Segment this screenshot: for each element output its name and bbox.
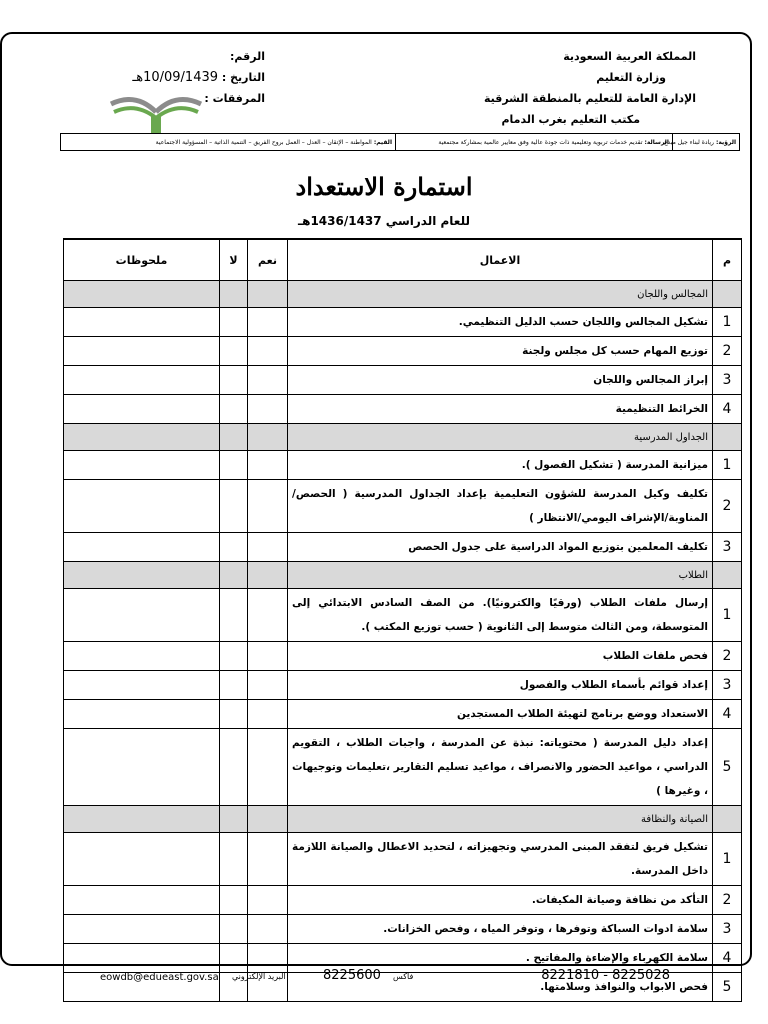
yes-cell[interactable] (248, 395, 288, 424)
row-task: تكليف وكيل المدرسة للشؤون التعليمية بإعداد الجداول المدرسية ( الحصص/المناوبة/الإشراف اليومي/الانتظار ) (288, 480, 713, 533)
row-task: إرسال ملفات الطلاب (ورقيًا والكترونيًا). من الصف السادس الابتدائي إلى المتوسطة، ومن الثالث متوسط إلى الثانوية ( حسب توزيع المكتب ). (288, 589, 713, 642)
notes-cell[interactable] (64, 642, 220, 671)
row-number: 4 (713, 944, 742, 973)
row-number: 1 (713, 451, 742, 480)
section-empty-cell (220, 424, 248, 451)
table-row (64, 700, 742, 729)
yes-cell[interactable] (248, 366, 288, 395)
table-body (64, 281, 742, 1002)
table-row (64, 589, 742, 642)
section-empty-cell (64, 806, 220, 833)
row-task: سلامة ادوات السباكة وتوفرها ، وتوفر المياه ، وفحص الخزانات. (288, 915, 713, 944)
notes-cell[interactable] (64, 700, 220, 729)
row-task: إبراز المجالس واللجان (288, 366, 713, 395)
table-row (64, 308, 742, 337)
row-number: 4 (713, 395, 742, 424)
row-task: فحص الابواب والنوافذ وسلامتها. (288, 973, 713, 1002)
no-cell[interactable] (220, 533, 248, 562)
footer-fax: 8225600 (323, 968, 381, 983)
mission-cell (396, 134, 673, 150)
vision-text: ريادة لبناء جيل مبدع (664, 138, 714, 146)
col-header-notes: ملحوظات (64, 239, 220, 281)
table-row (64, 642, 742, 671)
vision-label: الرؤية: (715, 138, 736, 146)
section-num-cell (713, 562, 742, 589)
row-number: 3 (713, 671, 742, 700)
row-number: 2 (713, 886, 742, 915)
ministry-header (396, 46, 696, 130)
no-cell[interactable] (220, 671, 248, 700)
row-number: 1 (713, 308, 742, 337)
no-cell[interactable] (220, 337, 248, 366)
ref-label: الرقم: (230, 50, 265, 63)
row-number: 1 (713, 833, 742, 886)
row-number: 3 (713, 533, 742, 562)
table-row (64, 886, 742, 915)
yes-cell[interactable] (248, 642, 288, 671)
no-cell[interactable] (220, 395, 248, 424)
col-header-no: لا (220, 239, 248, 281)
table-row (64, 395, 742, 424)
date-line (100, 67, 265, 88)
section-title: الطلاب (288, 562, 713, 589)
notes-cell[interactable] (64, 337, 220, 366)
table-row (64, 366, 742, 395)
footer-email: eowdb@edueast.gov.sa (100, 972, 219, 983)
section-empty-cell (220, 281, 248, 308)
table-row (64, 337, 742, 366)
no-cell[interactable] (220, 366, 248, 395)
no-cell[interactable] (220, 308, 248, 337)
notes-cell[interactable] (64, 915, 220, 944)
yes-cell[interactable] (248, 337, 288, 366)
section-num-cell (713, 281, 742, 308)
ministry-logo-icon (106, 90, 206, 138)
table-row (64, 833, 742, 886)
yes-cell[interactable] (248, 451, 288, 480)
row-number: 2 (713, 642, 742, 671)
section-empty-cell (220, 806, 248, 833)
footer-fax-label: فاكس (393, 972, 414, 981)
yes-cell[interactable] (248, 833, 288, 886)
section-empty-cell (64, 562, 220, 589)
section-empty-cell (248, 562, 288, 589)
footer (0, 966, 768, 986)
notes-cell[interactable] (64, 451, 220, 480)
mission-text: تقديم خدمات تربوية وتعليمية ذات جودة عالية وفق معايير عالمية بمشاركة مجتمعية (438, 138, 643, 146)
no-cell[interactable] (220, 833, 248, 886)
values-text: المواطنة – الإتقان – العدل – العمل بروح الفريق – التنمية الذاتية – المسؤولية الاجتماعية (155, 138, 372, 146)
row-task: فحص ملفات الطلاب (288, 642, 713, 671)
table-row (64, 671, 742, 700)
table-row (64, 729, 742, 806)
row-number: 1 (713, 589, 742, 642)
no-cell[interactable] (220, 642, 248, 671)
section-empty-cell (248, 281, 288, 308)
mission-label: الرسالة: (644, 138, 669, 146)
row-number: 2 (713, 337, 742, 366)
readiness-table (63, 238, 742, 1002)
yes-cell[interactable] (248, 308, 288, 337)
header-line: المملكة العربية السعودية (563, 50, 696, 63)
footer-email-label: البريد الإلكتروني (232, 972, 286, 981)
yes-cell[interactable] (248, 915, 288, 944)
table-row (64, 533, 742, 562)
col-header-yes: نعم (248, 239, 288, 281)
row-task: تشكيل المجالس واللجان حسب الدليل التنظيمي. (288, 308, 713, 337)
no-cell[interactable] (220, 589, 248, 642)
notes-cell[interactable] (64, 671, 220, 700)
header-line: الإدارة العامة للتعليم بالمنطقة الشرقية (483, 92, 696, 105)
section-empty-cell (248, 806, 288, 833)
notes-cell[interactable] (64, 366, 220, 395)
footer-phones: 8221810 - 8225028 (541, 968, 670, 983)
date-label: التاريخ : (221, 71, 265, 84)
no-cell[interactable] (220, 451, 248, 480)
row-number: 2 (713, 480, 742, 533)
no-cell[interactable] (220, 729, 248, 806)
page-title: استمارة الاستعداد (295, 172, 473, 201)
attachments-label: المرفقات : (204, 92, 265, 105)
section-title: المجالس واللجان (288, 281, 713, 308)
section-title: الجداول المدرسية (288, 424, 713, 451)
date-value: 10/09/1439هـ (132, 70, 219, 85)
yes-cell[interactable] (248, 700, 288, 729)
row-task: توزيع المهام حسب كل مجلس ولجنة (288, 337, 713, 366)
section-row (64, 424, 742, 451)
yes-cell[interactable] (248, 729, 288, 806)
row-task: الاستعداد ووضع برنامج لتهيئة الطلاب المستجدين (288, 700, 713, 729)
notes-cell[interactable] (64, 395, 220, 424)
no-cell[interactable] (220, 700, 248, 729)
notes-cell[interactable] (64, 533, 220, 562)
row-task: ميزانية المدرسة ( تشكيل الفصول ). (288, 451, 713, 480)
notes-cell[interactable] (64, 729, 220, 806)
header-line: مكتب التعليم بغرب الدمام (501, 113, 640, 126)
no-cell[interactable] (220, 886, 248, 915)
yes-cell[interactable] (248, 533, 288, 562)
no-cell[interactable] (220, 915, 248, 944)
notes-cell[interactable] (64, 886, 220, 915)
row-number: 5 (713, 729, 742, 806)
yes-cell[interactable] (248, 480, 288, 533)
yes-cell[interactable] (248, 589, 288, 642)
section-empty-cell (64, 281, 220, 308)
section-row (64, 562, 742, 589)
notes-cell[interactable] (64, 308, 220, 337)
vision-cell (664, 138, 739, 146)
table-row (64, 451, 742, 480)
section-empty-cell (248, 424, 288, 451)
section-row (64, 281, 742, 308)
row-task: التأكد من نظافة وصيانة المكيفات. (288, 886, 713, 915)
section-num-cell (713, 424, 742, 451)
page-subtitle: للعام الدراسي 1436/1437هـ (298, 214, 470, 228)
notes-cell[interactable] (64, 480, 220, 533)
row-task: إعداد قوائم بأسماء الطلاب والفصول (288, 671, 713, 700)
row-number: 3 (713, 915, 742, 944)
table-row (64, 480, 742, 533)
section-row (64, 806, 742, 833)
row-task: تشكيل فريق لتفقد المبنى المدرسي وتجهيزاته ، لتحديد الاعطال والصيانة اللازمة داخل المدرسة. (288, 833, 713, 886)
header-line: وزارة التعليم (596, 71, 666, 84)
row-number: 5 (713, 973, 742, 1002)
notes-cell[interactable] (64, 833, 220, 886)
col-header-num: م (713, 239, 742, 281)
values-cell (61, 134, 396, 150)
notes-cell[interactable] (64, 589, 220, 642)
row-number: 4 (713, 700, 742, 729)
section-empty-cell (220, 562, 248, 589)
values-label: القيم: (373, 138, 392, 146)
row-task: الخرائط التنظيمية (288, 395, 713, 424)
row-task: سلامة الكهرباء والإضاءة والمفاتيح . (288, 944, 713, 973)
row-task: إعداد دليل المدرسة ( محتوياته: نبذة عن المدرسة ، واجبات الطلاب ، التقويم الدراسي ، مواعيد الحضور والانصراف ، مواعيد تسليم التقارير ،تعليمات وتوجيهات ، وغيرها ) (288, 729, 713, 806)
section-empty-cell (64, 424, 220, 451)
row-number: 3 (713, 366, 742, 395)
col-header-work: الاعمال (288, 239, 713, 281)
vision-mission-strip (60, 133, 740, 151)
yes-cell[interactable] (248, 886, 288, 915)
no-cell[interactable] (220, 480, 248, 533)
section-num-cell (713, 806, 742, 833)
yes-cell[interactable] (248, 671, 288, 700)
table-row (64, 915, 742, 944)
row-task: تكليف المعلمين بتوزيع المواد الدراسية على جدول الحصص (288, 533, 713, 562)
section-title: الصيانة والنظافة (288, 806, 713, 833)
